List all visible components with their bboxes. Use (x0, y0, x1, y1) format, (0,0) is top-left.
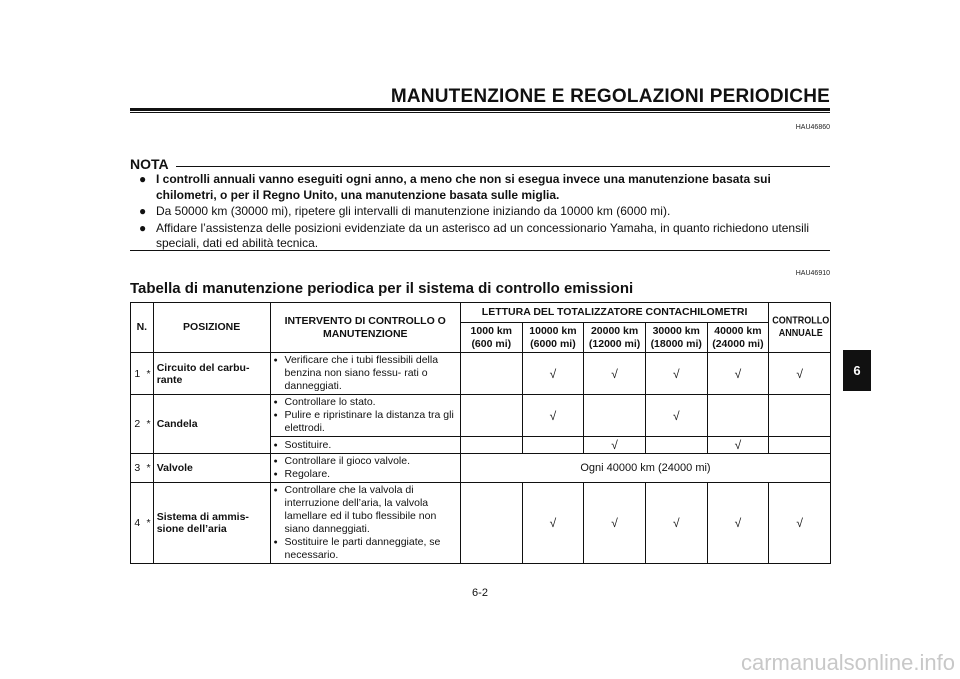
check-cell: √ (769, 483, 831, 564)
row-position: Valvole (153, 454, 270, 483)
row-operation: ● Controllare il gioco valvole. ● Regolare. (270, 454, 460, 483)
header-n: N. (131, 303, 154, 353)
row-operation: ● Controllare lo stato. ● Pulire e ripristinare la distanza tra gli elettrodi. (270, 395, 460, 437)
table-row (131, 454, 831, 483)
row-operation: ● Sostituire. (270, 437, 460, 454)
header-km: 30000 km (18000 mi) (645, 323, 707, 353)
check-cell: √ (707, 437, 769, 454)
check-cell: √ (584, 353, 646, 395)
row-position: Circuito del carbu- rante (153, 353, 270, 395)
check-cell (769, 395, 831, 437)
row-asterisk: * (143, 353, 153, 395)
table-row (131, 483, 831, 564)
row-number: 4 (131, 483, 144, 564)
page-number: 6-2 (472, 587, 488, 599)
row-number: 2 (131, 395, 144, 454)
bullet-icon: ● (139, 204, 147, 218)
check-cell (584, 395, 646, 437)
header-position: POSIZIONE (153, 303, 270, 353)
nota-item: ● I controlli annuali vanno eseguiti ogni anno, a meno che non si esegua invece una manutenzione basata sui chilometri, o per il Regno Unito, una manutenzione basata sulle miglia. (139, 172, 771, 202)
title-rule (130, 108, 830, 111)
check-cell: √ (522, 483, 584, 564)
nota-rule (176, 166, 830, 167)
watermark: carmanualsonline.info (740, 650, 955, 675)
row-number: 1 (131, 353, 144, 395)
page-title: MANUTENZIONE E REGOLAZIONI PERIODICHE (390, 86, 830, 107)
check-cell: √ (645, 395, 707, 437)
check-cell (769, 437, 831, 454)
nota-end-rule (130, 250, 830, 251)
check-cell: √ (707, 483, 769, 564)
row-position: Sistema di ammis- sione dell’aria (153, 483, 270, 564)
table-row (131, 353, 831, 395)
row-asterisk: * (143, 395, 153, 454)
check-cell: √ (707, 353, 769, 395)
code-label: HAU46860 (795, 124, 830, 131)
title-rule-thin (130, 112, 830, 113)
row-operation: ● Controllare che la valvola di interruzione dell’aria, la valvola lamellare ed il tubo flessibile non siano danneggiati. ● Sostituire le parti danneggiate, se necessario. (270, 483, 460, 564)
bullet-icon: ● (139, 220, 147, 235)
check-cell (460, 353, 522, 395)
check-cell: √ (645, 483, 707, 564)
row-asterisk: * (143, 483, 153, 564)
interval-cell: Ogni 40000 km (24000 mi) (460, 454, 830, 483)
nota-label: NOTA (130, 156, 169, 172)
check-cell: √ (522, 353, 584, 395)
header-odometer: LETTURA DEL TOTALIZZATORE CONTACHILOMETRI (460, 303, 768, 323)
header-km: 10000 km (6000 mi) (522, 323, 584, 353)
header-operation: INTERVENTO DI CONTROLLO O MANUTENZIONE (270, 303, 460, 353)
table-row (131, 395, 831, 437)
section-title: Tabella di manutenzione periodica per il sistema di controllo emissioni (130, 280, 634, 297)
row-position: Candela (153, 395, 270, 454)
check-cell: √ (584, 437, 646, 454)
header-annual: CONTROLLO ANNUALE (769, 303, 831, 353)
row-number: 3 (131, 454, 144, 483)
check-cell (522, 437, 584, 454)
row-operation: ● Verificare che i tubi flessibili della benzina non siano fessu- rati o danneggiati. (270, 353, 460, 395)
check-cell (460, 395, 522, 437)
nota-item: ● Da 50000 km (30000 mi), ripetere gli intervalli di manutenzione iniziando da 10000 km (6000 mi). (139, 204, 671, 218)
code-label: HAU46910 (795, 270, 830, 277)
check-cell (707, 395, 769, 437)
nota-item: ● Affidare l’assistenza delle posizioni evidenziate da un asterisco ad un concessionario Yamaha, in quanto richiedono utensili speciali, dati ed abilità tecnica. (139, 220, 810, 250)
nota-list (134, 172, 834, 253)
header-km: 1000 km (600 mi) (460, 323, 522, 353)
check-cell (645, 437, 707, 454)
chapter-tab: 6 (843, 350, 871, 391)
header-km: 20000 km (12000 mi) (584, 323, 646, 353)
check-cell: √ (522, 395, 584, 437)
check-cell: √ (769, 353, 831, 395)
check-cell: √ (645, 353, 707, 395)
bullet-icon: ● (139, 172, 147, 186)
row-asterisk: * (143, 454, 153, 483)
check-cell (460, 483, 522, 564)
maintenance-table (130, 302, 831, 564)
header-km: 40000 km (24000 mi) (707, 323, 769, 353)
check-cell (460, 437, 522, 454)
check-cell: √ (584, 483, 646, 564)
